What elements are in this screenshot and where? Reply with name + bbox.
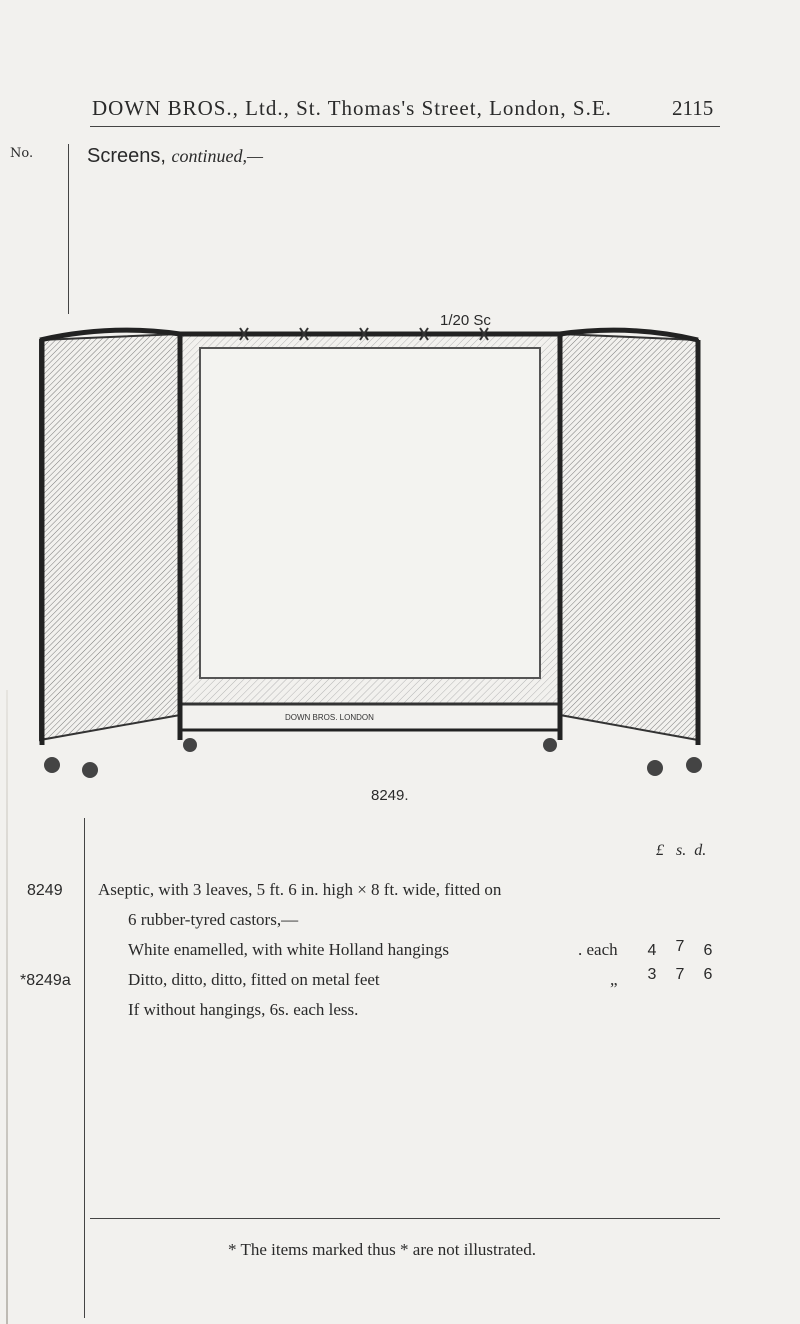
- section-title: [87, 145, 263, 168]
- screen-illustration: [30, 320, 710, 780]
- price-pence: 6: [703, 966, 713, 983]
- right-leaf: [560, 334, 698, 740]
- item-unit: . each: [578, 940, 618, 959]
- maker-mark: DOWN BROS. LONDON: [285, 713, 374, 722]
- item-description-line: Ditto, ditto, ditto, fitted on metal feet: [128, 970, 380, 989]
- price-pence: 6: [703, 942, 713, 959]
- column-rule: [68, 144, 69, 314]
- item-description-line: Aseptic, with 3 leaves, 5 ft. 6 in. high × 8 ft. wide, fitted on: [98, 880, 502, 899]
- price-pounds: 3: [647, 966, 657, 983]
- item-description-line: 6 rubber-tyred castors,—: [128, 910, 299, 929]
- catalogue-number: 8249: [27, 882, 63, 899]
- price-shillings: 7: [675, 938, 685, 955]
- figure-caption: 8249.: [371, 787, 409, 804]
- header-rule: [90, 126, 720, 127]
- section-subtitle: continued,—: [171, 146, 263, 166]
- pence-header: d.: [694, 842, 707, 859]
- footer-rule: [90, 1218, 720, 1219]
- left-leaf: [40, 334, 180, 740]
- number-column-label: No.: [10, 146, 34, 161]
- shillings-header: s.: [676, 842, 687, 859]
- price-pounds: 4: [647, 942, 657, 959]
- section-title-text: Screens,: [87, 145, 166, 167]
- column-rule: [84, 818, 85, 1318]
- hangings-note: If without hangings, 6s. each less.: [128, 1000, 359, 1019]
- page-number: 2115: [672, 96, 714, 120]
- pounds-header: £: [656, 842, 664, 859]
- price-shillings: 7: [675, 966, 685, 983]
- scale-label: 1/20 Sc: [440, 312, 491, 329]
- item-unit: „: [610, 970, 618, 989]
- item-description-line: White enamelled, with white Holland hangings: [128, 940, 450, 959]
- page-edge-shadow: [6, 690, 8, 1324]
- catalogue-number: *8249a: [20, 972, 71, 989]
- footnote: * The items marked thus * are not illustrated.: [228, 1240, 536, 1259]
- running-header: DOWN BROS., Ltd., St. Thomas's Street, London, S.E.: [92, 96, 612, 120]
- currency-header: [656, 842, 706, 860]
